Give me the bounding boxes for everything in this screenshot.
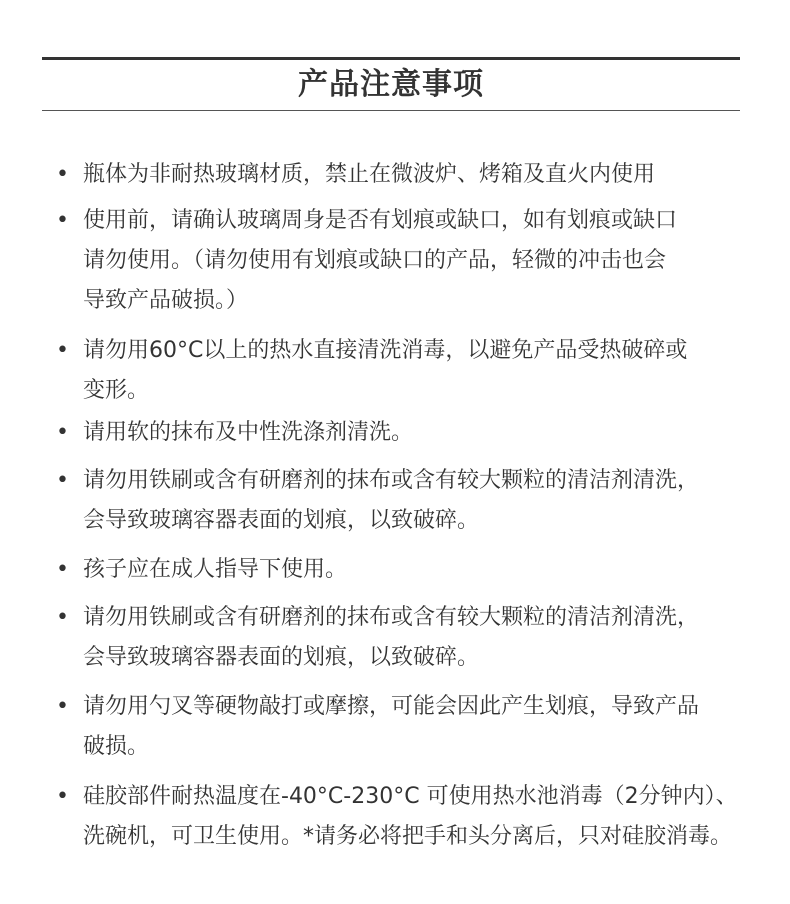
notice-item bbox=[56, 331, 756, 411]
bullet-icon: • bbox=[56, 694, 69, 719]
notice-item bbox=[56, 155, 756, 195]
title-bottom-rule bbox=[42, 110, 740, 111]
notice-line: 请勿使用。（请勿使用有划痕或缺口的产品，轻微的冲击也会 bbox=[83, 248, 667, 273]
notice-line: 请勿用铁刷或含有研磨剂的抹布或含有较大颗粒的清洁剂清洗， bbox=[83, 468, 700, 493]
notice-line: 会导致玻璃容器表面的划痕，以致破碎。 bbox=[83, 508, 480, 533]
notice-line: 请勿用勺叉等硬物敲打或摩擦，可能会因此产生划痕，导致产品 bbox=[83, 694, 700, 719]
notice-item bbox=[56, 598, 756, 678]
notice-line: 变形。 bbox=[83, 378, 150, 403]
title-top-rule bbox=[42, 57, 740, 60]
notice-line: 请用软的抹布及中性洗涤剂清洗。 bbox=[83, 420, 414, 445]
notice-line: 洗碗机，可卫生使用。*请务必将把手和头分离后，只对硅胶消毒。 bbox=[83, 824, 733, 849]
bullet-icon: • bbox=[56, 162, 69, 187]
notice-line: 瓶体为非耐热玻璃材质，禁止在微波炉、烤箱及直火内使用 bbox=[83, 162, 656, 187]
notice-line: 孩子应在成人指导下使用。 bbox=[83, 557, 348, 582]
bullet-icon: • bbox=[56, 208, 69, 233]
notice-line: 请勿用铁刷或含有研磨剂的抹布或含有较大颗粒的清洁剂清洗， bbox=[83, 605, 700, 630]
bullet-icon: • bbox=[56, 420, 69, 445]
notice-line: 破损。 bbox=[83, 734, 150, 759]
bullet-icon: • bbox=[56, 605, 69, 630]
notice-item bbox=[56, 461, 756, 541]
bullet-icon: • bbox=[56, 338, 69, 363]
notice-line: 会导致玻璃容器表面的划痕，以致破碎。 bbox=[83, 645, 480, 670]
bullet-icon: • bbox=[56, 784, 69, 809]
notice-item bbox=[56, 687, 756, 767]
notice-item bbox=[56, 413, 756, 453]
notice-line: 请勿用60°C以上的热水直接清洗消毒，以避免产品受热破碎或 bbox=[83, 338, 688, 363]
bullet-icon: • bbox=[56, 468, 69, 493]
notice-line: 使用前，请确认玻璃周身是否有划痕或缺口，如有划痕或缺口 bbox=[83, 208, 678, 233]
notice-item bbox=[56, 777, 756, 857]
notice-item bbox=[56, 550, 756, 590]
notice-list bbox=[56, 155, 756, 857]
bullet-icon: • bbox=[56, 557, 69, 582]
notice-item bbox=[56, 201, 756, 321]
notice-line: 导致产品破损。） bbox=[83, 288, 249, 313]
notice-line: 硅胶部件耐热温度在-40°C-230°C 可使用热水池消毒（2分钟内）、 bbox=[83, 784, 738, 809]
page-title: 产品注意事项 bbox=[298, 67, 484, 102]
